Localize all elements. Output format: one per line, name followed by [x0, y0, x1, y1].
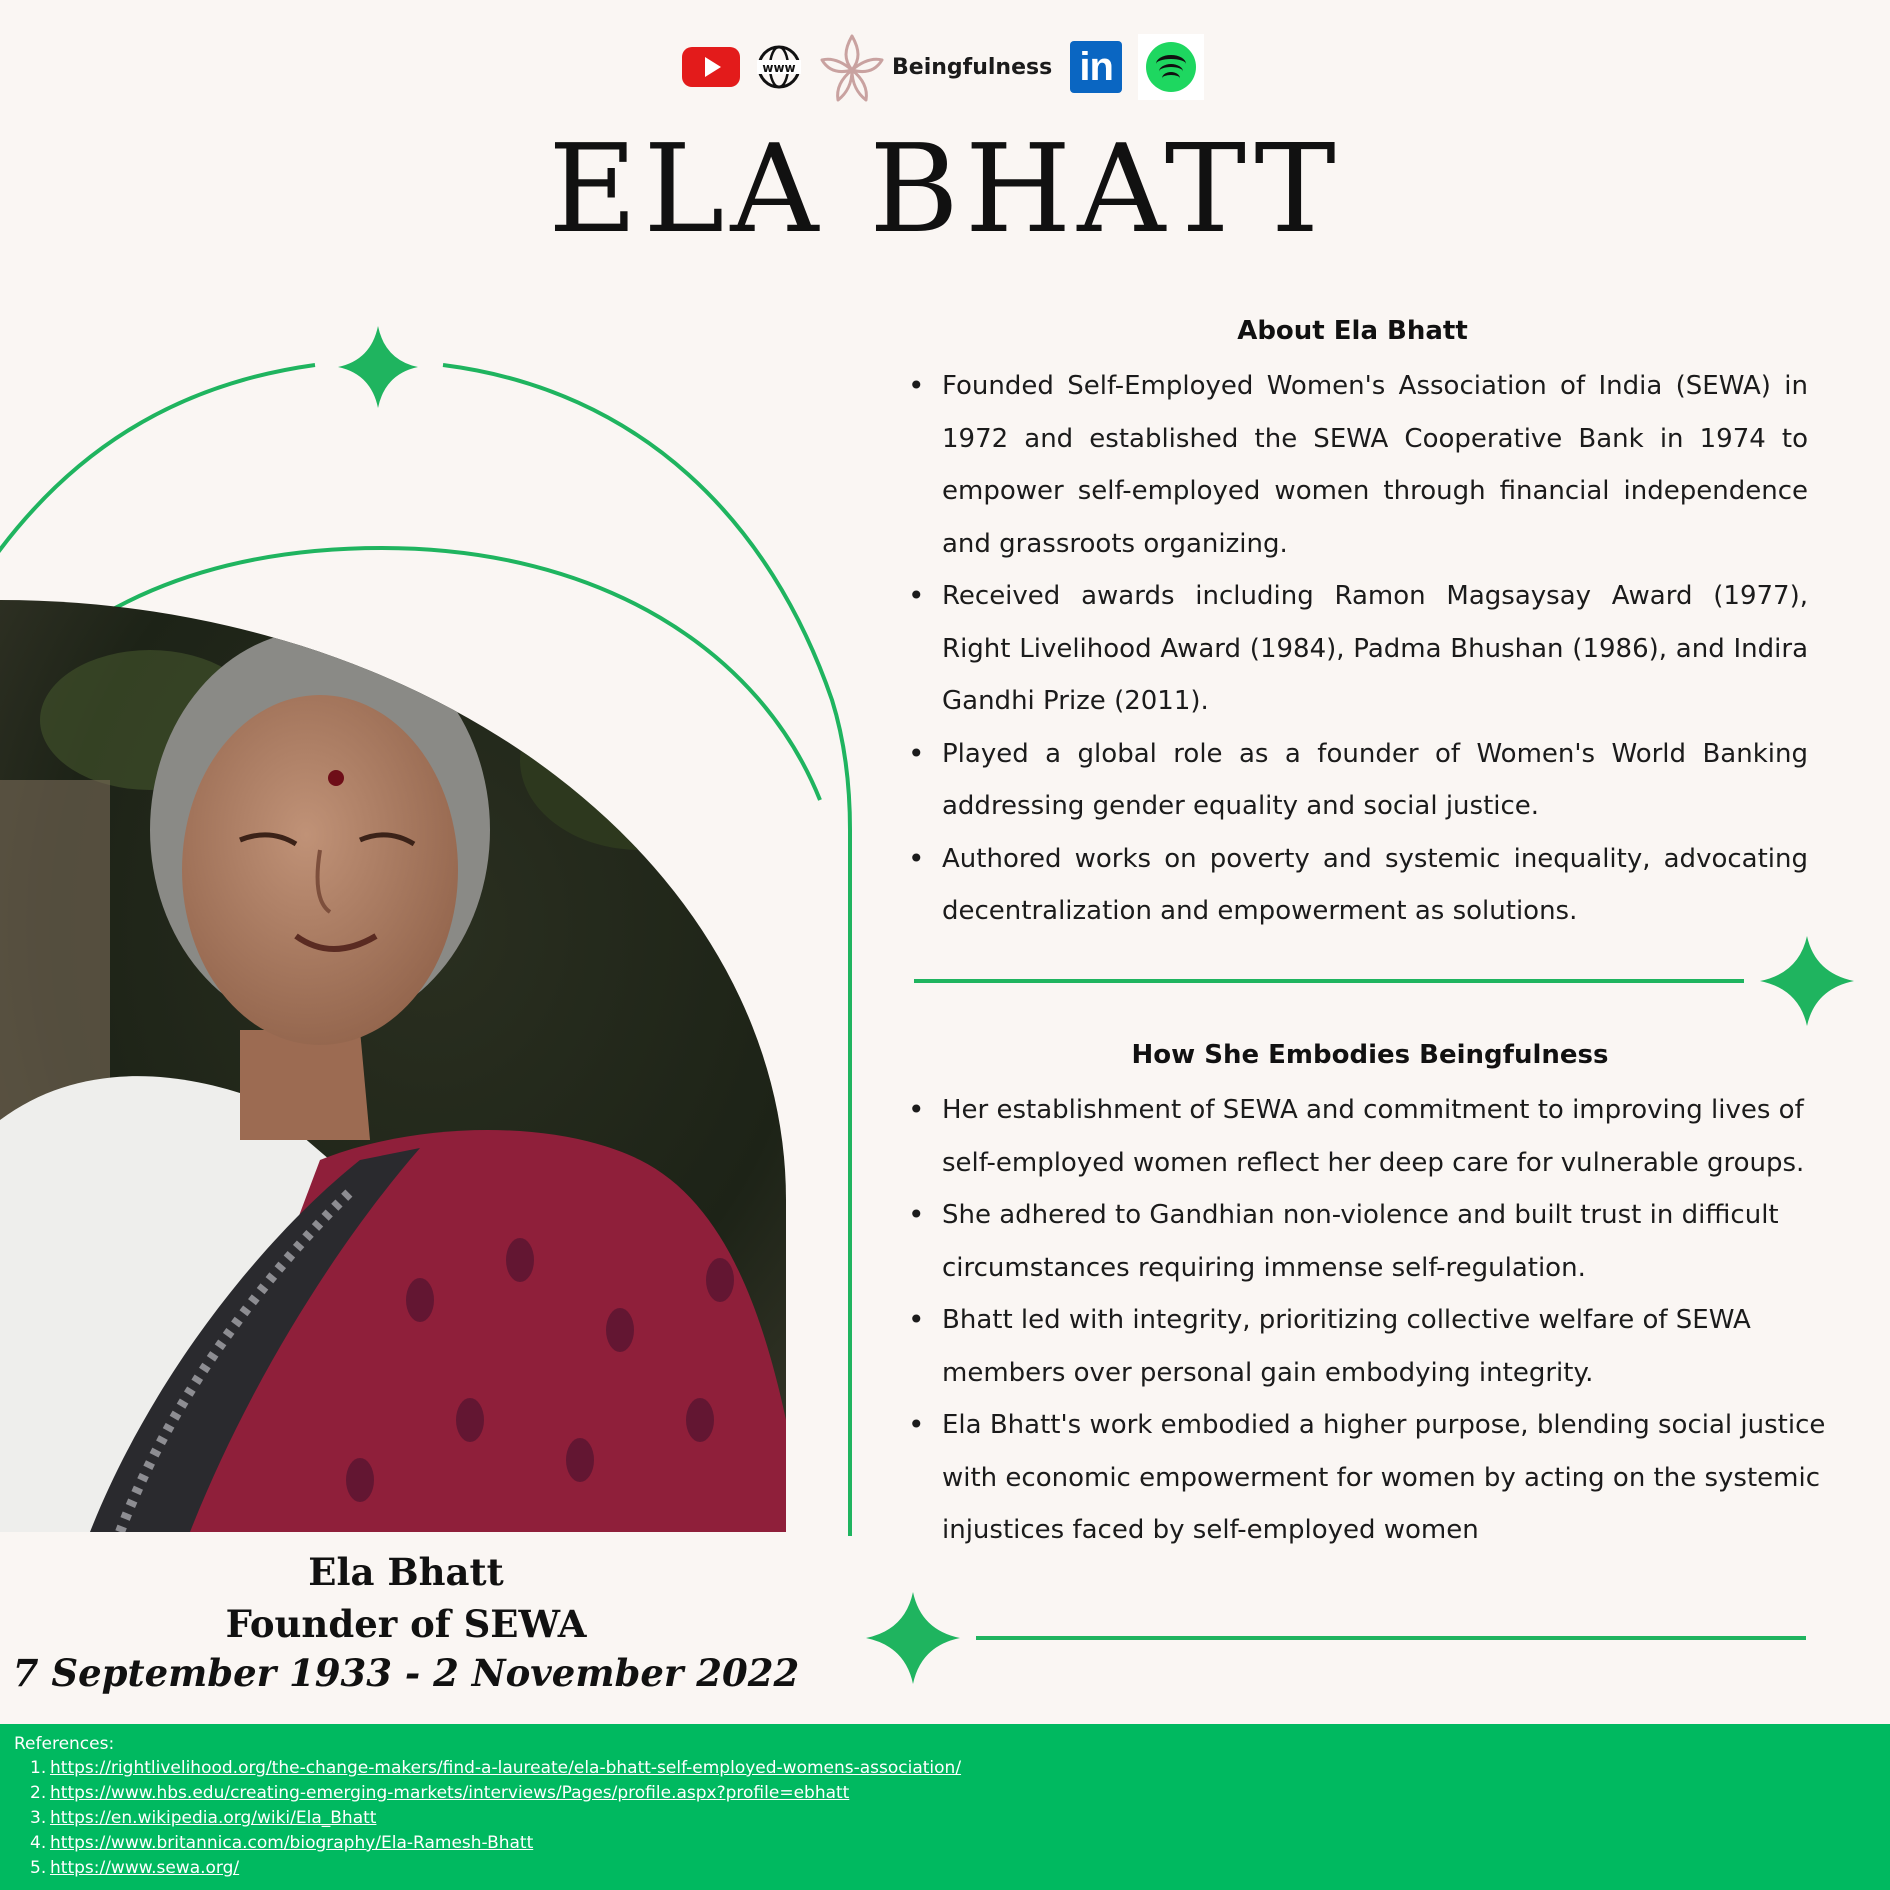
reference-row	[30, 1758, 961, 1778]
reference-number: 2.	[30, 1783, 47, 1803]
list-item: • Authored works on poverty and systemic inequality, advocating decentralization and empowerment as solutions.	[908, 833, 1808, 938]
embodies-list	[908, 1084, 1828, 1557]
reference-number: 1.	[30, 1758, 47, 1778]
embodies-heading: How She Embodies Beingfulness	[1131, 1040, 1609, 1070]
portrait-dates: 7 September 1933 - 2 November 2022	[12, 1651, 800, 1695]
reference-number: 3.	[30, 1808, 47, 1828]
reference-link[interactable]: https://www.hbs.edu/creating-emerging-markets/interviews/Pages/profile.aspx?profile=ebhatt	[50, 1783, 850, 1803]
references-footer	[0, 1724, 1890, 1890]
list-item: • She adhered to Gandhian non-violence and built trust in difficult circumstances requiring immense self-regulation.	[908, 1189, 1828, 1294]
references-label: References:	[14, 1734, 115, 1754]
portrait-name: Ela Bhatt	[308, 1550, 504, 1594]
reference-link[interactable]: https://www.sewa.org/	[50, 1858, 240, 1878]
reference-row	[30, 1833, 533, 1853]
list-item: • Her establishment of SEWA and commitment to improving lives of self-employed women reflect her deep care for vulnerable groups.	[908, 1084, 1828, 1189]
reference-row	[30, 1858, 239, 1878]
reference-link[interactable]: https://rightlivelihood.org/the-change-makers/find-a-laureate/ela-bhatt-self-employed-womens-association/	[50, 1758, 962, 1778]
reference-number: 5.	[30, 1858, 47, 1878]
list-item: • Received awards including Ramon Magsaysay Award (1977), Right Livelihood Award (1984), Padma Bhushan (1986), and Indira Gandhi Prize (2011).	[908, 570, 1808, 728]
about-list	[908, 360, 1808, 938]
sparkle-star-icon	[338, 326, 418, 408]
sparkle-star-icon	[1760, 936, 1854, 1026]
brand-name: Beingfulness	[892, 54, 1053, 80]
list-item: • Founded Self-Employed Women's Association of India (SEWA) in 1972 and established the SEWA Cooperative Bank in 1974 to empower self-employed women through financial independence and grassroots organizing.	[908, 360, 1808, 570]
reference-row	[30, 1808, 376, 1828]
list-item: • Ela Bhatt's work embodied a higher purpose, blending social justice with economic empowerment for women by acting on the systemic injustices faced by self-employed women	[908, 1399, 1828, 1557]
reference-number: 4.	[30, 1833, 47, 1853]
reference-link[interactable]: https://en.wikipedia.org/wiki/Ela_Bhatt	[50, 1808, 377, 1828]
about-heading: About Ela Bhatt	[1237, 316, 1468, 346]
outer-arc-left	[0, 365, 315, 555]
sparkle-star-icon	[866, 1592, 960, 1684]
list-item: • Bhatt led with integrity, prioritizing collective welfare of SEWA members over personal gain embodying integrity.	[908, 1294, 1828, 1399]
reference-link[interactable]: https://www.britannica.com/biography/Ela-Ramesh-Bhatt	[50, 1833, 534, 1853]
linkedin-icon[interactable]: in	[1070, 41, 1122, 93]
list-item: • Played a global role as a founder of Women's World Banking addressing gender equality and social justice.	[908, 728, 1808, 833]
www-label: www	[762, 61, 796, 75]
reference-row	[30, 1783, 849, 1803]
portrait-role: Founder of SEWA	[225, 1602, 587, 1646]
page-title: ELA BHATT	[548, 118, 1342, 260]
